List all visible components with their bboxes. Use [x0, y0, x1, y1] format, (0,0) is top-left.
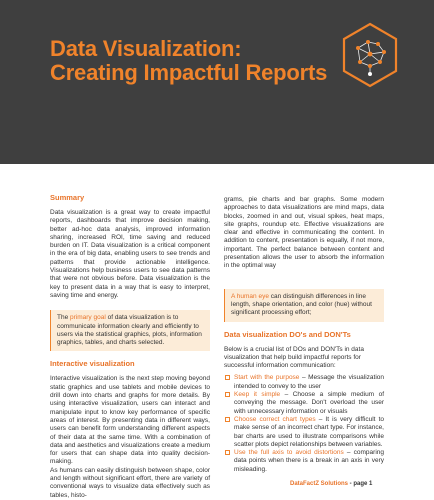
summary-paragraph: Data visualization is a great way to create impactful reports, dashboards that improve decision making, better ad-hoc data analysis, improved information sharing, increased ROI, time saving and reduced burden on IT. Data visualization is a critical component in the era of big data, enabling users to see trends and patterns that provide actionable intelligence. Visualizations help business users to see data patterns that were not obvious before. Data visualization is the key to present data in a way that is easy to interpret, saving time and energy. [50, 209, 210, 299]
callout2-highlight: A human eye [231, 292, 269, 300]
footer-brand: DataFactZ Solutions [290, 481, 349, 487]
list-item [224, 449, 384, 474]
left-column [50, 193, 210, 500]
callout-rest: of data visualization is to communicate information clearly and efficiently to users via the statistical graphics, plots, information graphics, tables, and charts selected. [57, 314, 202, 347]
list-item [224, 416, 384, 449]
interactive-heading: Interactive visualization [50, 359, 135, 369]
list-item-text: – Choose a simple medium of conveying the message. Don't overload the user with unnecessary information or visuals [234, 391, 384, 415]
primary-goal-callout [50, 310, 210, 351]
callout2-text [231, 293, 380, 318]
interactive-paragraph-2-start: As humans can easily distinguish between shape, color and length without significant effort, there are variety of conventional ways to visualize data effectively such as tables, histo- [50, 466, 210, 499]
page-footer [290, 481, 372, 487]
interactive-paragraph-2-continued: grams, pie charts and bar graphs. Some modern approaches to data visualizations are mind maps, data blocks, zoomed in and out, visual spikes, heat maps, site graphs, roundup etc. Effective visualizations are clear and effective in communicating the content. In addition to content, presentation is equally, if not more, important. The perfect balance between content and presentation allows the user to absorb the information in the optimal way [224, 196, 384, 270]
dos-donts-list [224, 374, 384, 474]
callout2-rest: can distinguish differences in line length, shape orientation, and color (hue) without significant processing effort; [231, 292, 372, 317]
callout-highlight: primary goal [70, 314, 106, 322]
square-bullet-icon [225, 417, 230, 422]
header-band [0, 0, 434, 164]
list-item-text: – It is very difficult to make sense of an incorrect chart type. For instance, bar charts are used to illustrate comparisons while scatter plots depict relationships between variables. [234, 415, 384, 448]
brain-network-icon [340, 22, 400, 90]
list-item-title: Start with the purpose [234, 374, 300, 382]
list-item-title: Use the full axis to avoid distortions [234, 449, 344, 457]
callout-text [57, 314, 206, 347]
square-bullet-icon [225, 375, 230, 380]
footer-page: - page 1 [348, 481, 373, 487]
page-title-line-2: Creating Impactful Reports [50, 60, 328, 85]
summary-heading: Summary [50, 193, 85, 202]
list-item-text: – comparing data points when there is a break in an axis in very misleading. [234, 449, 385, 473]
list-item-title: Keep it simple [234, 391, 281, 399]
human-eye-callout [224, 289, 384, 322]
list-item [224, 374, 384, 391]
list-item-title: Choose correct chart types [234, 415, 316, 423]
right-column [224, 196, 384, 474]
square-bullet-icon [225, 392, 230, 397]
interactive-paragraph-1: Interactive visualization is the next step moving beyond static graphics and use tablets and mobile devices to drill down into charts and graphs for more details. By using interactive visualization, users can interact and manipulate input to know key performance of specific areas of interest. By presenting data in different ways, users can benefit form understanding different aspects of their data at the same time. With a combination of data and aesthetics and visualizations create a medium for users that can shape data into quality decision-making. [50, 375, 210, 466]
page-title-line-1: Data Visualization: [50, 36, 242, 61]
dos-donts-heading: Data visualization DO's and DON'Ts [224, 329, 351, 339]
list-item-text: – Message the visualization intended to convey to the user [234, 374, 384, 390]
callout-lead: The [57, 314, 71, 322]
square-bullet-icon [225, 450, 230, 455]
dos-donts-intro: Below is a crucial list of DOs and DON'Ts in data visualization that help build impactful reports for successful information communication: [224, 345, 364, 370]
list-item [224, 391, 384, 416]
